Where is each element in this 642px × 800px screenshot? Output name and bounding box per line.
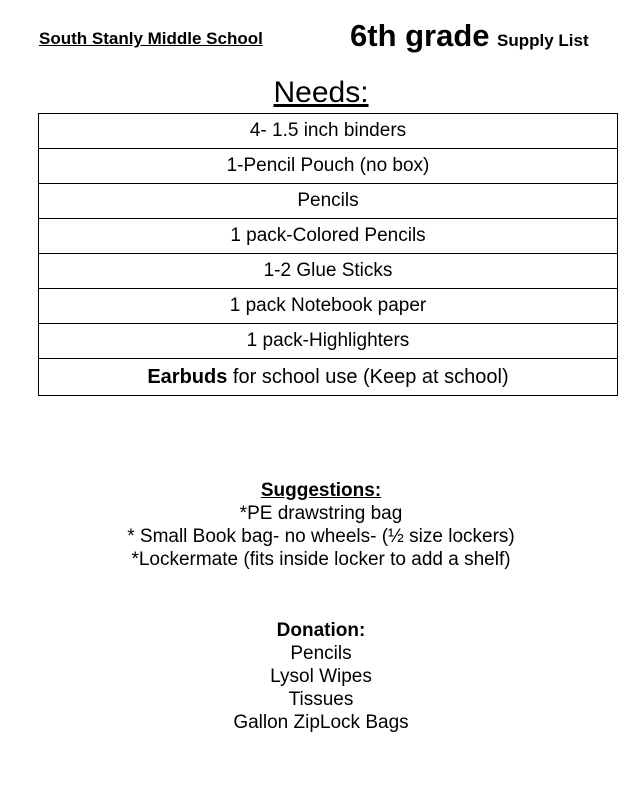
donation-section [0, 619, 642, 734]
table-row [39, 184, 618, 219]
header-school-name: South Stanly Middle School [39, 29, 263, 48]
table-row [39, 114, 618, 149]
donation-item: Tissues [288, 689, 354, 710]
needs-item: 1 pack Notebook paper [39, 289, 618, 324]
needs-item: Pencils [39, 184, 618, 219]
needs-item: 1-2 Glue Sticks [39, 254, 618, 289]
suggestion-item: * Small Book bag- no wheels- (½ size lockers) [127, 526, 515, 547]
grade-label: 6th grade [350, 18, 490, 53]
donation-item: Lysol Wipes [270, 666, 372, 687]
table-row [39, 289, 618, 324]
donation-item: Pencils [290, 643, 352, 664]
suggestions-section [0, 479, 642, 571]
needs-title: Needs: [273, 76, 369, 109]
earbuds-bold-text: Earbuds [147, 365, 228, 388]
needs-item: 1 pack-Highlighters [39, 324, 618, 359]
needs-table [38, 113, 618, 396]
table-row [39, 254, 618, 289]
needs-item: 4- 1.5 inch binders [39, 114, 618, 149]
needs-item: 1 pack-Colored Pencils [39, 219, 618, 254]
suggestions-title: Suggestions: [260, 480, 382, 501]
needs-item: 1-Pencil Pouch (no box) [39, 149, 618, 184]
table-row [39, 359, 618, 396]
donation-item: Gallon ZipLock Bags [233, 712, 409, 733]
supply-list-label: Supply List [496, 31, 589, 50]
table-row [39, 324, 618, 359]
donation-title: Donation: [276, 620, 366, 641]
table-row [39, 149, 618, 184]
table-row [39, 219, 618, 254]
earbuds-rest-text: for school use (Keep at school) [227, 365, 509, 388]
suggestion-item: *Lockermate (fits inside locker to add a shelf) [131, 549, 511, 570]
header-grade-title [350, 18, 589, 54]
suggestion-item: *PE drawstring bag [239, 503, 403, 524]
needs-item-earbuds [39, 359, 618, 396]
